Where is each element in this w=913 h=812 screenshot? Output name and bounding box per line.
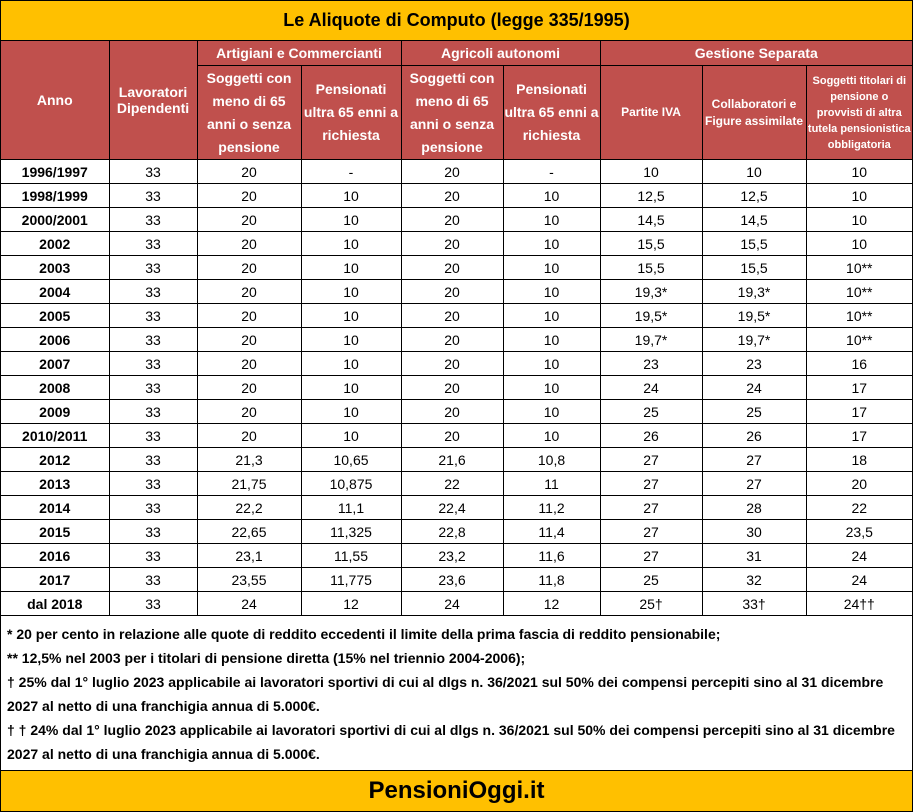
rate-cell: 20 (197, 232, 301, 256)
header-group-gestione: Gestione Separata (600, 41, 912, 66)
rate-cell: 20 (197, 304, 301, 328)
year-cell: 2010/2011 (1, 424, 109, 448)
year-cell: 2009 (1, 400, 109, 424)
rate-cell: 20 (401, 424, 503, 448)
year-cell: 1996/1997 (1, 160, 109, 184)
table-row (1, 520, 912, 544)
rate-cell: 10** (806, 256, 912, 280)
rate-cell: 27 (600, 520, 702, 544)
table-row (1, 232, 912, 256)
year-cell: 2000/2001 (1, 208, 109, 232)
year-cell: 1998/1999 (1, 184, 109, 208)
rate-cell: 25† (600, 592, 702, 616)
rate-cell: 27 (702, 448, 806, 472)
rate-cell: 10** (806, 328, 912, 352)
table-row (1, 544, 912, 568)
rate-cell: 22,4 (401, 496, 503, 520)
rate-cell: 14,5 (702, 208, 806, 232)
rate-cell: 24†† (806, 592, 912, 616)
rate-cell: 19,7* (600, 328, 702, 352)
rate-cell: 22 (401, 472, 503, 496)
header-anno: Anno (1, 41, 109, 160)
rate-cell: 10 (301, 400, 401, 424)
rate-cell: 22,8 (401, 520, 503, 544)
rate-cell: - (301, 160, 401, 184)
rate-cell: 33 (109, 544, 197, 568)
rate-cell: 20 (401, 280, 503, 304)
rate-cell: 12 (301, 592, 401, 616)
rate-cell: 19,5* (600, 304, 702, 328)
rate-cell: 10 (301, 328, 401, 352)
table-row (1, 568, 912, 592)
rate-cell: 33 (109, 352, 197, 376)
rate-cell: 27 (600, 544, 702, 568)
table-row (1, 448, 912, 472)
rate-cell: 20 (197, 280, 301, 304)
rate-cell: 11,1 (301, 496, 401, 520)
rate-cell: 21,6 (401, 448, 503, 472)
rate-cell: 24 (806, 568, 912, 592)
rate-cell: 32 (702, 568, 806, 592)
header-gs-partite-iva: Partite IVA (600, 66, 702, 160)
header-agr-pensionati: Pensionati ultra 65 enni a richiesta (503, 66, 600, 160)
rate-cell: 26 (702, 424, 806, 448)
rate-cell: 20 (401, 328, 503, 352)
rate-cell: 16 (806, 352, 912, 376)
rate-cell: 15,5 (600, 256, 702, 280)
rate-cell: 17 (806, 376, 912, 400)
header-art-pensionati: Pensionati ultra 65 enni a richiesta (301, 66, 401, 160)
header-group-artigiani: Artigiani e Commercianti (197, 41, 401, 66)
rate-cell: 24 (197, 592, 301, 616)
rate-cell: 30 (702, 520, 806, 544)
rate-cell: 10 (806, 208, 912, 232)
header-lavoratori: Lavoratori Dipendenti (109, 41, 197, 160)
rate-cell: 33 (109, 280, 197, 304)
rate-cell: 11,6 (503, 544, 600, 568)
rate-cell: 21,3 (197, 448, 301, 472)
rate-cell: 10 (301, 304, 401, 328)
rate-cell: 11,55 (301, 544, 401, 568)
year-cell: 2014 (1, 496, 109, 520)
rate-cell: 15,5 (702, 232, 806, 256)
table-row (1, 160, 912, 184)
rate-cell: 10 (503, 352, 600, 376)
header-group-agricoli: Agricoli autonomi (401, 41, 600, 66)
rate-cell: 33 (109, 472, 197, 496)
rate-cell: 19,3* (600, 280, 702, 304)
rate-cell: 24 (401, 592, 503, 616)
rate-cell: 20 (401, 256, 503, 280)
rate-cell: 25 (702, 400, 806, 424)
rate-cell: 20 (401, 400, 503, 424)
footnotes (1, 616, 912, 764)
rate-cell: 22,2 (197, 496, 301, 520)
year-cell: 2012 (1, 448, 109, 472)
year-cell: 2015 (1, 520, 109, 544)
rate-cell: 10 (503, 232, 600, 256)
table-row (1, 352, 912, 376)
rate-cell: 10 (301, 280, 401, 304)
rate-cell: 25 (600, 568, 702, 592)
rate-cell: 11,775 (301, 568, 401, 592)
rate-cell: 23,1 (197, 544, 301, 568)
year-cell: 2005 (1, 304, 109, 328)
rate-cell: 20 (197, 184, 301, 208)
rate-cell: 10 (806, 184, 912, 208)
rate-cell: 24 (806, 544, 912, 568)
rate-cell: 20 (401, 160, 503, 184)
rate-cell: 33 (109, 328, 197, 352)
rate-cell: 10 (702, 160, 806, 184)
rate-cell: 23 (702, 352, 806, 376)
table-row (1, 496, 912, 520)
table-row (1, 256, 912, 280)
rate-cell: 27 (702, 472, 806, 496)
rate-cell: 21,75 (197, 472, 301, 496)
rate-cell: 33 (109, 496, 197, 520)
header-art-soggetti: Soggetti con meno di 65 anni o senza pensione (197, 66, 301, 160)
rate-cell: 10,8 (503, 448, 600, 472)
rate-cell: 11 (503, 472, 600, 496)
rate-cell: 10 (503, 280, 600, 304)
header-gs-titolari: Soggetti titolari di pensione o provvisti di altra tutela pensionistica obbligatoria (806, 66, 912, 160)
rate-cell: 20 (197, 160, 301, 184)
table-body (1, 160, 912, 616)
rate-cell: 33 (109, 304, 197, 328)
table-row (1, 472, 912, 496)
rate-cell: 15,5 (702, 256, 806, 280)
rate-cell: 33 (109, 400, 197, 424)
rate-cell: 20 (197, 376, 301, 400)
footnote: † † 24% dal 1° luglio 2023 applicabile ai lavoratori sportivi di cui al dlgs n. 36/2021 sul 50% dei compensi percepiti sino al 31 dicembre 2027 al netto di una franchigia annua di 5.000€. (7, 722, 895, 762)
rate-cell: 11,325 (301, 520, 401, 544)
rate-cell: 10 (806, 160, 912, 184)
table-row (1, 592, 912, 616)
table-row (1, 280, 912, 304)
rate-cell: 10 (301, 424, 401, 448)
rate-cell: 33 (109, 184, 197, 208)
rate-cell: 33 (109, 448, 197, 472)
rate-cell: 10,875 (301, 472, 401, 496)
rate-cell: 24 (600, 376, 702, 400)
rate-cell: 24 (702, 376, 806, 400)
rate-cell: 20 (197, 208, 301, 232)
table-row (1, 208, 912, 232)
rate-cell: 33 (109, 160, 197, 184)
rate-cell: 10** (806, 304, 912, 328)
rate-cell: 17 (806, 424, 912, 448)
footnote: * 20 per cento in relazione alle quote di reddito eccedenti il limite della prima fascia di reddito pensionabile; (7, 626, 721, 642)
year-cell: dal 2018 (1, 592, 109, 616)
year-cell: 2003 (1, 256, 109, 280)
table-row (1, 328, 912, 352)
rate-cell: 12,5 (600, 184, 702, 208)
header-agr-soggetti: Soggetti con meno di 65 anni o senza pensione (401, 66, 503, 160)
rate-cell: 33 (109, 256, 197, 280)
rate-cell: 33 (109, 424, 197, 448)
rate-cell: 20 (401, 304, 503, 328)
rate-cell: 10 (503, 256, 600, 280)
rate-cell: 20 (401, 208, 503, 232)
rate-cell: 20 (197, 424, 301, 448)
rates-table (1, 41, 912, 616)
rate-cell: 14,5 (600, 208, 702, 232)
rate-cell: 22,65 (197, 520, 301, 544)
rate-cell: 28 (702, 496, 806, 520)
rate-cell: 33 (109, 592, 197, 616)
year-cell: 2017 (1, 568, 109, 592)
footer-brand: PensioniOggi.it (1, 770, 912, 811)
table-row (1, 184, 912, 208)
rate-cell: 27 (600, 448, 702, 472)
rate-cell: 10** (806, 280, 912, 304)
rate-cell: 10 (503, 376, 600, 400)
rate-cell: 33 (109, 568, 197, 592)
rate-cell: 33† (702, 592, 806, 616)
rate-cell: 20 (197, 352, 301, 376)
rate-cell: 10 (503, 184, 600, 208)
footnote: ** 12,5% nel 2003 per i titolari di pensione diretta (15% nel triennio 2004-2006); (7, 650, 526, 666)
rate-cell: 19,7* (702, 328, 806, 352)
page-title: Le Aliquote di Computo (legge 335/1995) (1, 1, 912, 41)
rate-cell: 20 (806, 472, 912, 496)
year-cell: 2008 (1, 376, 109, 400)
rate-cell: 19,3* (702, 280, 806, 304)
rate-cell: 26 (600, 424, 702, 448)
rate-cell: 10 (301, 376, 401, 400)
rate-cell: 10 (503, 304, 600, 328)
rate-cell: 33 (109, 232, 197, 256)
year-cell: 2006 (1, 328, 109, 352)
year-cell: 2013 (1, 472, 109, 496)
rate-cell: 20 (401, 376, 503, 400)
rate-cell: 20 (197, 400, 301, 424)
rate-cell: 10 (600, 160, 702, 184)
rate-cell: 23,55 (197, 568, 301, 592)
rate-cell: 10,65 (301, 448, 401, 472)
header-gs-collaboratori: Collaboratori e Figure assimilate (702, 66, 806, 160)
rate-cell: 27 (600, 496, 702, 520)
rate-cell: 27 (600, 472, 702, 496)
rate-cell: 12,5 (702, 184, 806, 208)
rate-cell: 10 (806, 232, 912, 256)
rate-cell: 33 (109, 376, 197, 400)
year-cell: 2007 (1, 352, 109, 376)
rate-cell: 23,2 (401, 544, 503, 568)
rate-cell: 10 (301, 256, 401, 280)
rate-cell: 20 (401, 352, 503, 376)
rate-cell: 10 (503, 208, 600, 232)
year-cell: 2002 (1, 232, 109, 256)
rate-cell: 11,8 (503, 568, 600, 592)
table-row (1, 304, 912, 328)
footnote: † 25% dal 1° luglio 2023 applicabile ai lavoratori sportivi di cui al dlgs n. 36/2021 sul 50% dei compensi percepiti sino al 31 dicembre 2027 al netto di una franchigia annua di 5.000€. (7, 674, 884, 714)
rate-cell: 10 (301, 208, 401, 232)
rate-cell: 10 (301, 352, 401, 376)
rate-cell: 19,5* (702, 304, 806, 328)
rate-cell: 10 (301, 232, 401, 256)
rate-cell: 31 (702, 544, 806, 568)
rate-cell: 22 (806, 496, 912, 520)
rate-cell: 17 (806, 400, 912, 424)
rate-cell: 20 (197, 256, 301, 280)
rate-cell: 11,4 (503, 520, 600, 544)
rate-cell: 20 (197, 328, 301, 352)
rate-cell: 33 (109, 520, 197, 544)
rate-cell: 18 (806, 448, 912, 472)
rate-cell: 23 (600, 352, 702, 376)
table-row (1, 424, 912, 448)
rate-cell: 25 (600, 400, 702, 424)
table-row (1, 400, 912, 424)
rate-cell: 15,5 (600, 232, 702, 256)
year-cell: 2016 (1, 544, 109, 568)
rate-cell: 10 (503, 328, 600, 352)
rate-cell: 33 (109, 208, 197, 232)
year-cell: 2004 (1, 280, 109, 304)
rate-cell: 10 (301, 184, 401, 208)
rate-cell: 20 (401, 232, 503, 256)
rate-cell: - (503, 160, 600, 184)
rate-cell: 11,2 (503, 496, 600, 520)
rate-cell: 10 (503, 424, 600, 448)
rate-cell: 23,5 (806, 520, 912, 544)
rate-cell: 20 (401, 184, 503, 208)
rate-cell: 23,6 (401, 568, 503, 592)
rate-cell: 12 (503, 592, 600, 616)
rate-cell: 10 (503, 400, 600, 424)
table-row (1, 376, 912, 400)
